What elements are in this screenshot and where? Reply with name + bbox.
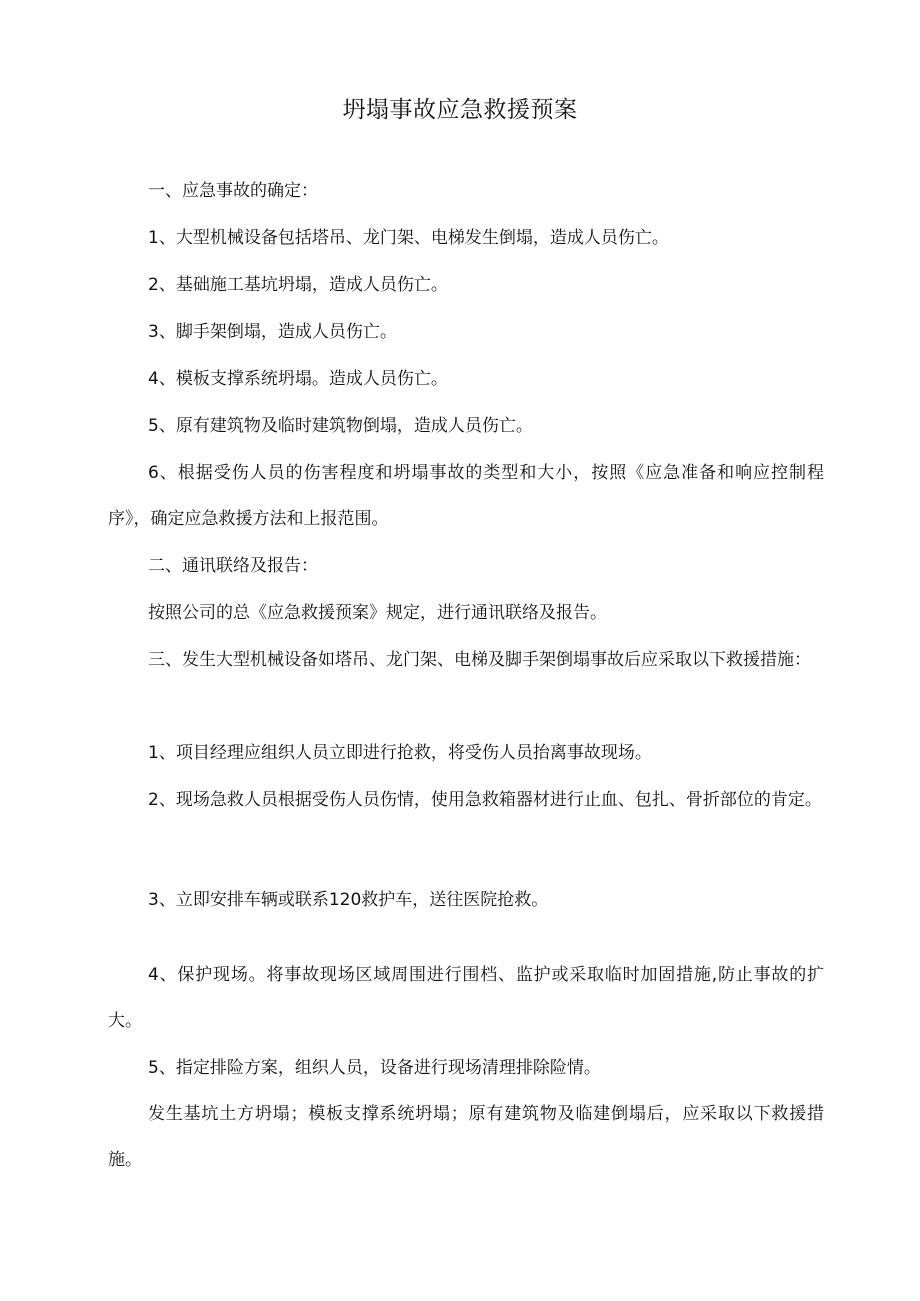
section-heading-2: 二、通讯联络及报告：: [148, 556, 318, 576]
section-heading-3: 三、发生大型机械设备如塔吊、龙门架、电梯及脚手架倒塌事故后应采取以下救援措施：: [148, 650, 811, 670]
paragraph-3-5: 5、指定排险方案，组织人员，设备进行现场清理排除险情。: [148, 1058, 601, 1078]
paragraph-1-2: 2、基础施工基坑坍塌，造成人员伤亡。: [148, 275, 448, 295]
paragraph-2-1: 按照公司的总《应急救援预案》规定，进行通讯联络及报告。: [148, 603, 607, 623]
paragraph-3-1: 1、项目经理应组织人员立即进行抢救，将受伤人员抬离事故现场。: [148, 743, 652, 763]
paragraph-1-6: 6、根据受伤人员的伤害程度和坍塌事故的类型和大小，按照《应急准备和响应控制程序》，确定应急救援方法和上报范围。: [108, 463, 824, 529]
paragraph-3-4: 4、保护现场。将事故现场区域周围进行围档、监护或采取临时加固措施,防止事故的扩大。: [108, 965, 824, 1031]
paragraph-4: 发生基坑土方坍塌；模板支撑系统坍塌；原有建筑物及临建倒塌后，应采取以下救援措施。: [108, 1104, 824, 1170]
paragraph-1-1: 1、大型机械设备包括塔吊、龙门架、电梯发生倒塌，造成人员伤亡。: [148, 228, 669, 248]
section-heading-1: 一、应急事故的确定：: [148, 181, 318, 201]
page-title: 坍塌事故应急救援预案: [342, 97, 578, 123]
paragraph-3-2: 2、现场急救人员根据受伤人员伤情，使用急救箱器材进行止血、包扎、骨折部位的肯定。: [148, 790, 822, 810]
paragraph-1-5: 5、原有建筑物及临时建筑物倒塌，造成人员伤亡。: [148, 416, 533, 436]
paragraph-3-3: 3、立即安排车辆或联系120救护车，送往医院抢救。: [148, 890, 549, 910]
paragraph-1-3: 3、脚手架倒塌，造成人员伤亡。: [148, 322, 397, 342]
paragraph-1-4: 4、模板支撑系统坍塌。造成人员伤亡。: [148, 369, 448, 389]
